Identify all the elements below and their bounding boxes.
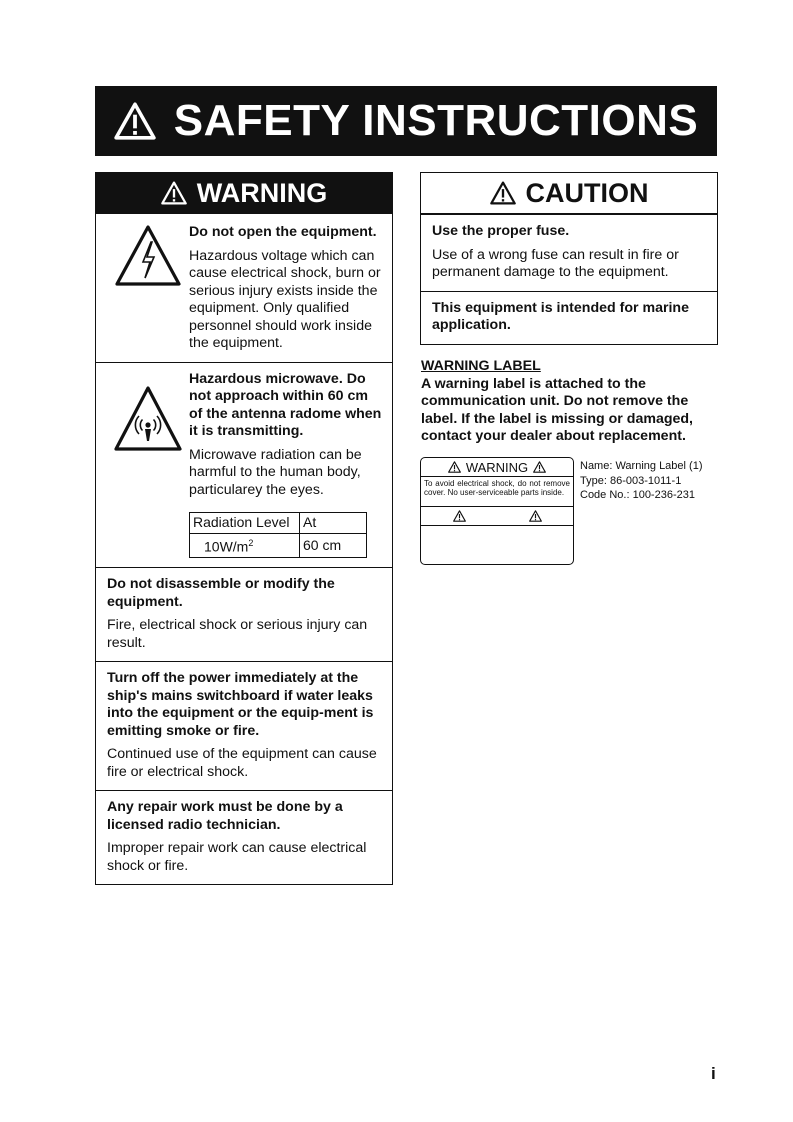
warning-triangle-icon bbox=[533, 461, 546, 473]
section-heading: Do not disassemble or modify the equipment. bbox=[107, 576, 335, 610]
warning-section-voltage bbox=[96, 213, 392, 362]
caution-panel bbox=[420, 172, 718, 345]
table-header-cell: At bbox=[300, 513, 367, 534]
warning-triangle-icon bbox=[453, 510, 466, 522]
section-heading: Do not open the equipment. bbox=[189, 224, 377, 240]
section-body: Microwave radiation can be harmful to the human body, particularey the eyes. bbox=[189, 446, 362, 498]
warning-label-heading: WARNING LABEL bbox=[421, 358, 541, 374]
warning-triangle-icon bbox=[529, 510, 542, 522]
microwave-radiation-icon bbox=[113, 385, 183, 455]
warning-header bbox=[96, 173, 392, 213]
section-heading: Any repair work must be done by a licensed radio technician. bbox=[107, 799, 343, 833]
section-heading: This equipment is intended for marine application. bbox=[432, 299, 689, 333]
warning-triangle-icon bbox=[448, 461, 461, 473]
warning-panel bbox=[95, 172, 393, 885]
page-banner bbox=[95, 86, 717, 156]
sticker-name: Name: Warning Label (1) bbox=[580, 460, 703, 472]
table-header-cell: Radiation Level bbox=[190, 513, 300, 534]
section-body: Improper repair work can cause electrical shock or fire. bbox=[107, 840, 367, 874]
sticker-icon-row bbox=[421, 507, 573, 526]
high-voltage-icon bbox=[114, 224, 182, 288]
section-body: Hazardous voltage which can cause electrical shock, burn or serious injury exists inside the equipment. Only qualified personnel should work inside the equipment. bbox=[189, 247, 381, 351]
caution-section-marine bbox=[421, 291, 717, 344]
radiation-table bbox=[189, 512, 367, 558]
section-body: Continued use of the equipment can cause fire or electrical shock. bbox=[107, 746, 377, 780]
warning-sticker bbox=[420, 457, 574, 565]
sticker-info bbox=[580, 459, 702, 503]
warning-section-disassemble bbox=[96, 567, 392, 661]
section-body: Use of a wrong fuse can result in fire or permanent damage to the equipment. bbox=[432, 246, 679, 280]
warning-section-power bbox=[96, 661, 392, 790]
section-heading: Turn off the power immediately at the ship's mains switchboard if water leaks into the equipment or the equip-ment is emitting smoke or fire. bbox=[107, 670, 374, 739]
section-heading: Use the proper fuse. bbox=[432, 223, 570, 239]
warning-triangle-icon bbox=[490, 181, 516, 205]
sticker-type: Type: 86-003-1011-1 bbox=[580, 474, 682, 487]
caution-title: CAUTION bbox=[525, 177, 649, 208]
warning-label-text: A warning label is attached to the communication unit. Do not remove the label. If the label is missing or damaged, contact your dealer about replacement. bbox=[421, 375, 694, 444]
warning-label-block bbox=[421, 358, 711, 446]
sticker-header bbox=[421, 458, 573, 477]
sticker-text: To avoid electrical shock, do not remove cover. No user-serviceable parts inside. bbox=[421, 477, 573, 507]
warning-section-microwave bbox=[96, 362, 392, 568]
sticker-title: WARNING bbox=[465, 459, 529, 475]
caution-section-fuse bbox=[421, 214, 717, 291]
table-cell: $10W/m^2$ bbox=[190, 534, 300, 558]
sticker-code: Code No.: 100-236-231 bbox=[580, 489, 695, 501]
page-number: i bbox=[711, 1064, 716, 1083]
warning-title: WARNING bbox=[196, 177, 328, 208]
warning-triangle-icon bbox=[161, 181, 187, 205]
caution-header bbox=[421, 173, 717, 214]
section-heading: Hazardous microwave. Do not approach within 60 cm of the antenna radome when it is transmitting. bbox=[189, 370, 382, 439]
warning-section-repair bbox=[96, 790, 392, 884]
section-body: Fire, electrical shock or serious injury can result. bbox=[107, 617, 368, 651]
table-cell: 60 cm bbox=[300, 534, 367, 558]
page-title: SAFETY INSTRUCTIONS bbox=[173, 96, 699, 145]
warning-triangle-icon bbox=[114, 101, 156, 141]
